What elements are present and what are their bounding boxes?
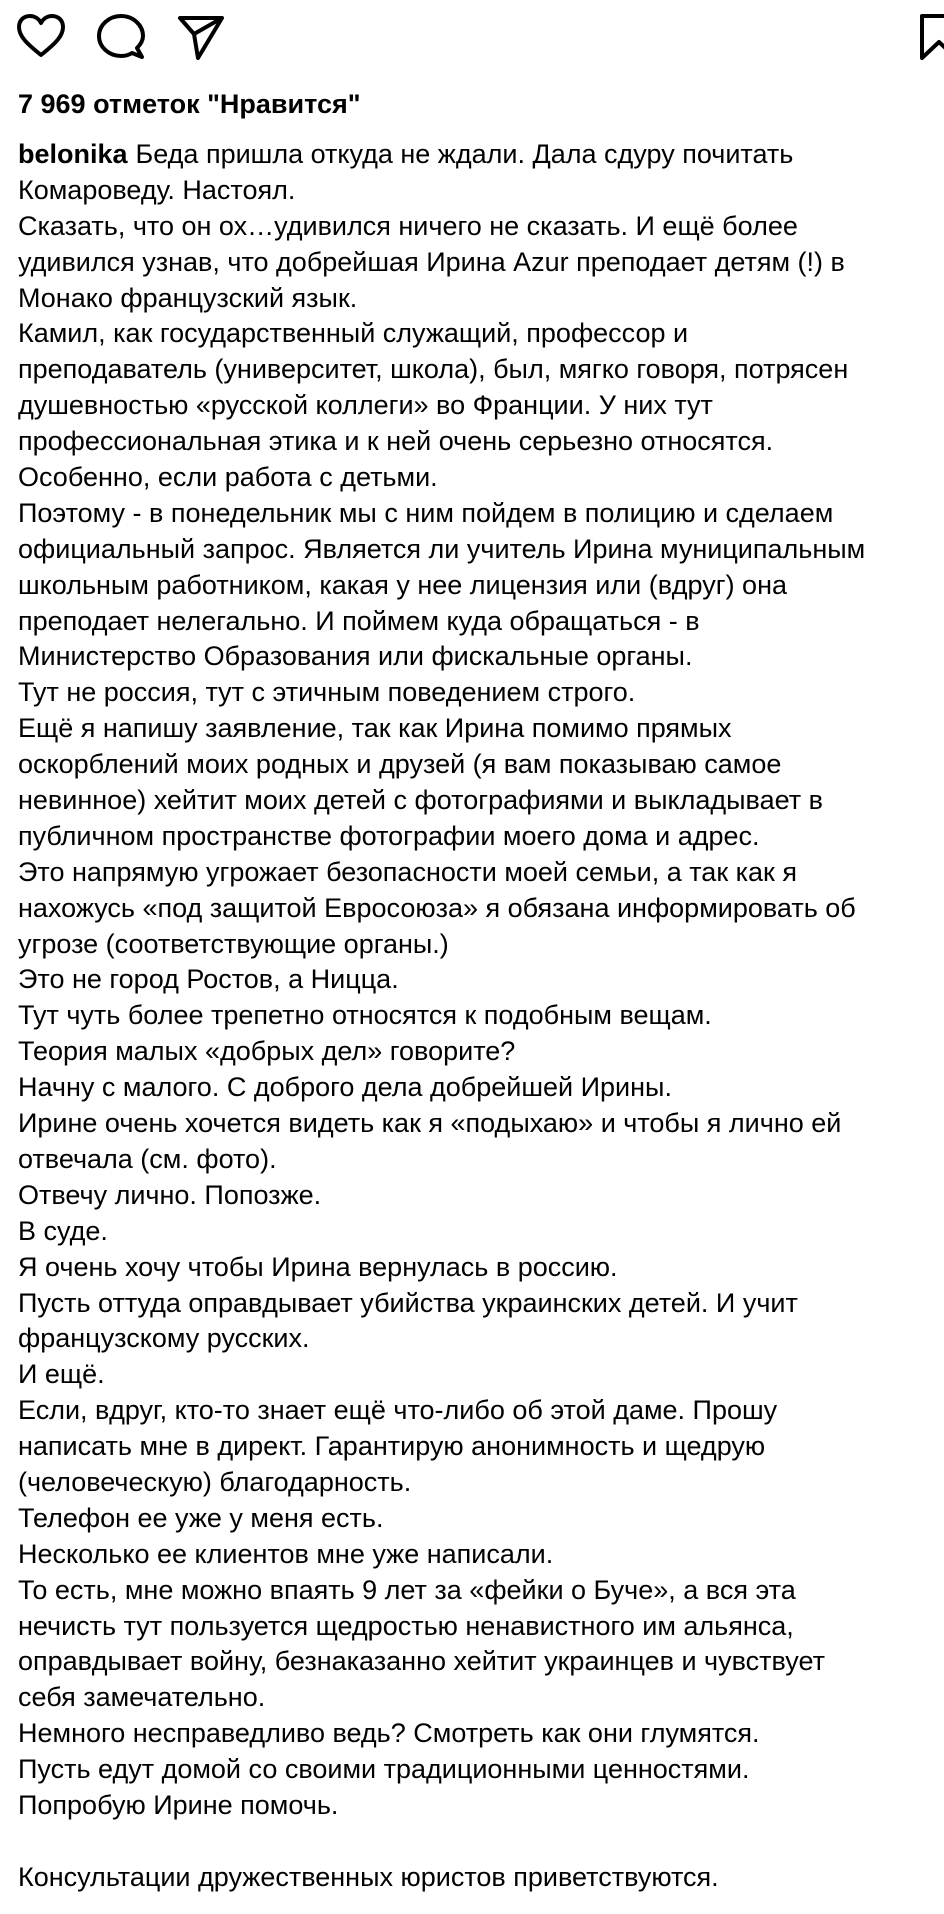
caption-line: оправдывает войну, безнаказанно хейтит украинцев и чувствует: [18, 1646, 825, 1677]
caption-text: Беда пришла откуда не ждали. Дала сдуру почитать: [135, 139, 794, 169]
caption-line: нечисть тут пользуется щедростью ненавистного им альянса,: [18, 1610, 794, 1641]
caption-line: написать мне в директ. Гарантирую анонимность и щедрую: [18, 1431, 766, 1462]
action-bar: [0, 0, 944, 80]
caption-line: оскорблений моих родных и друзей (я вам показываю самое: [18, 749, 782, 780]
caption-line: Министерство Образования или фискальные органы.: [18, 641, 693, 672]
caption-line: Монако французский язык.: [18, 282, 358, 313]
caption-line: Пусть оттуда оправдывает убийства украинских детей. И учит: [18, 1287, 798, 1318]
caption-line: Это не город Ростов, а Ницца.: [18, 964, 399, 995]
caption-line: Тут чуть более трепетно относятся к подобным вещам.: [18, 1000, 712, 1031]
caption-line: Если, вдруг, кто-то знает ещё что-либо об этой даме. Прошу: [18, 1395, 778, 1426]
caption-line: преподает нелегально. И поймем куда обращаться - в: [18, 605, 700, 636]
caption-line: душевностью «русской коллеги» во Франции. У них тут: [18, 390, 713, 421]
username-link[interactable]: belonika: [18, 139, 128, 169]
caption-line: Особенно, если работа с детьми.: [18, 462, 438, 493]
bookmark-icon: [916, 12, 944, 62]
caption-line: [18, 1824, 936, 1860]
caption-line: В суде.: [18, 1215, 108, 1246]
caption-line: И ещё.: [18, 1359, 105, 1390]
caption-line: Ещё я напишу заявление, так как Ирина помимо прямых: [18, 713, 732, 744]
caption-line: официальный запрос. Является ли учитель Ирина муниципальным: [18, 533, 866, 564]
caption-line: французскому русских.: [18, 1323, 310, 1354]
caption-line: (человеческую) благодарность.: [18, 1466, 412, 1497]
caption-line: Поэтому - в понедельник мы с ним пойдем в полицию и сделаем: [18, 497, 834, 528]
paper-plane-icon: [176, 12, 226, 62]
caption-line: себя замечательно.: [18, 1682, 266, 1713]
caption-line: Консультации дружественных юристов приветствуются.: [18, 1861, 719, 1892]
comment-bubble-icon: [96, 12, 146, 62]
caption-line: Немного несправедливо ведь? Смотреть как они глумятся.: [18, 1718, 760, 1749]
caption-line: Телефон ее уже у меня есть.: [18, 1502, 384, 1533]
caption-line: удивился узнав, что добрейшая Ирина Azur преподает детям (!) в: [18, 246, 845, 277]
caption-line: Отвечу лично. Попозже.: [18, 1179, 322, 1210]
heart-icon: [16, 12, 66, 62]
caption-line: невинное) хейтит моих детей с фотографиями и выкладывает в: [18, 785, 823, 816]
caption-line: [18, 137, 936, 173]
caption-line: Ирине очень хочется видеть как я «подыхаю» и чтобы я лично ей: [18, 1108, 842, 1139]
caption-line: Пусть едут домой со своими традиционными ценностями.: [18, 1754, 750, 1785]
caption-line: Комароведу. Настоял.: [18, 174, 296, 205]
caption-line: нахожусь «под защитой Евросоюза» я обязана информировать об: [18, 892, 856, 923]
save-button[interactable]: [916, 12, 944, 62]
caption-line: Я очень хочу чтобы Ирина вернулась в россию.: [18, 1251, 618, 1282]
caption-line: Теория малых «добрых дел» говорите?: [18, 1036, 516, 1067]
share-button[interactable]: [176, 12, 226, 62]
caption-line: Тут не россия, тут с этичным поведением строго.: [18, 677, 636, 708]
caption-line: Несколько ее клиентов мне уже написали.: [18, 1538, 554, 1569]
caption-line: профессиональная этика и к ней очень серьезно относятся.: [18, 426, 774, 457]
caption-line: публичном пространстве фотографии моего дома и адрес.: [18, 820, 760, 851]
caption-line: Попробую Ирине помочь.: [18, 1789, 339, 1820]
caption-line: Это напрямую угрожает безопасности моей семьи, а так как я: [18, 856, 797, 887]
caption-line: Сказать, что он ох…удивился ничего не сказать. И ещё более: [18, 210, 798, 241]
caption-line: Начну с малого. С доброго дела добрейшей Ирины.: [18, 1072, 672, 1103]
caption-line: школьным работником, какая у нее лицензия или (вдруг) она: [18, 569, 787, 600]
caption-line: Камил, как государственный служащий, профессор и: [18, 318, 689, 349]
likes-count[interactable]: 7 969 отметок "Нравится": [18, 89, 361, 119]
caption-line: преподаватель (университет, школа), был, мягко говоря, потрясен: [18, 354, 849, 385]
caption-line: угрозе (соответствующие органы.): [18, 928, 449, 959]
like-button[interactable]: [16, 12, 66, 62]
post-caption: [18, 137, 936, 1896]
caption-line: отвечала (см. фото).: [18, 1143, 277, 1174]
caption-line: То есть, мне можно впаять 9 лет за «фейки о Буче», а вся эта: [18, 1574, 796, 1605]
comment-button[interactable]: [96, 12, 146, 62]
